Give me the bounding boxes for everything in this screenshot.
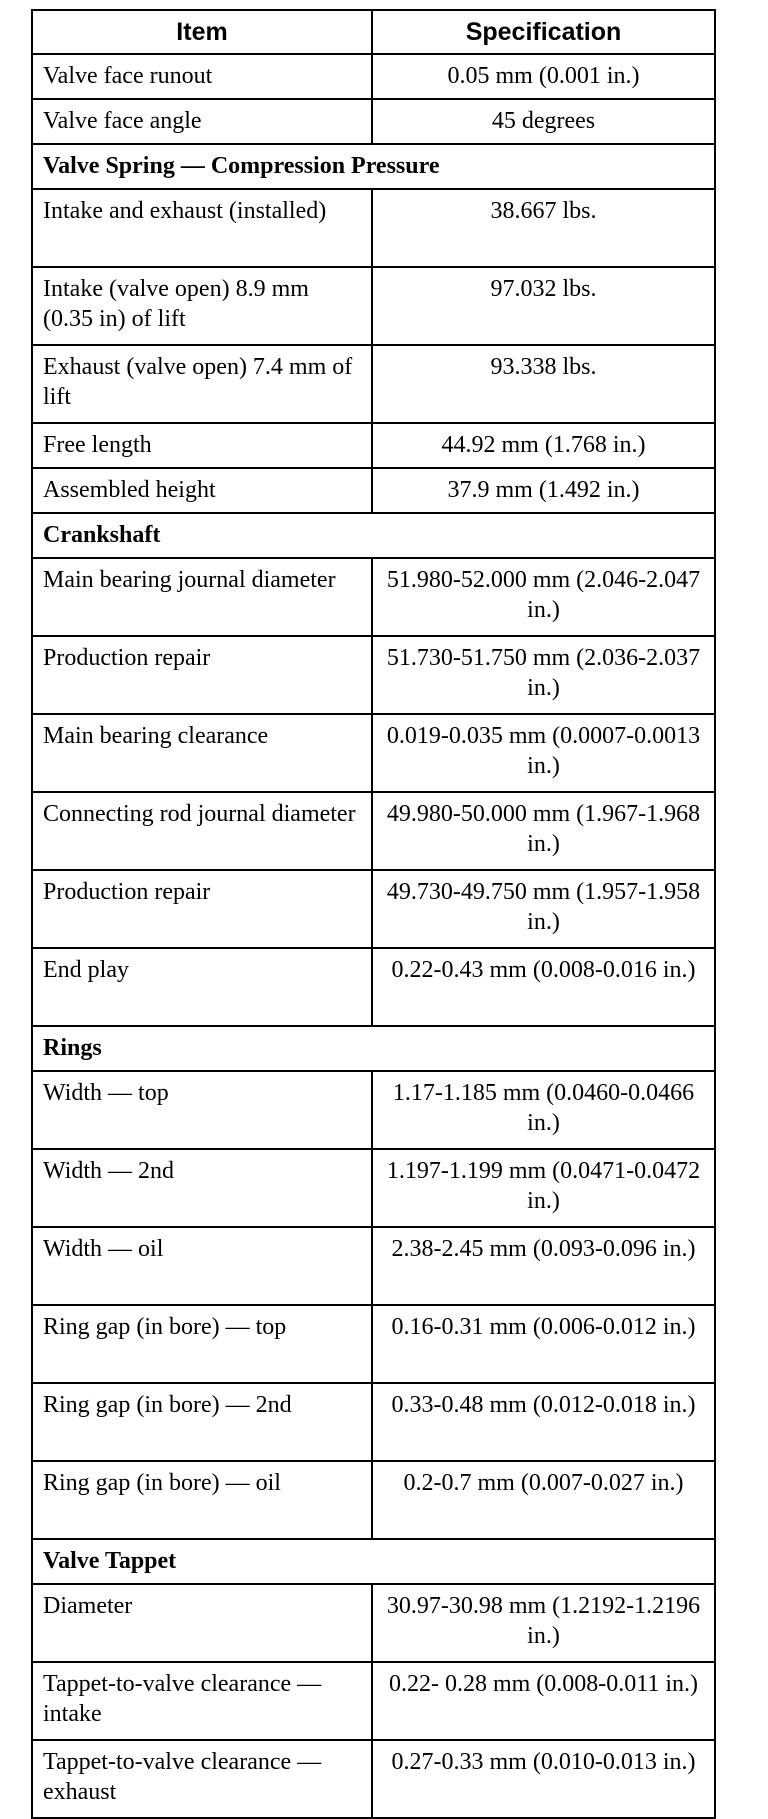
table-row (32, 1740, 715, 1818)
spec-cell: 0.019-0.035 mm (0.0007-0.0013 in.) (372, 714, 715, 792)
spec-cell: 0.22-0.43 mm (0.008-0.016 in.) (372, 948, 715, 1026)
spec-cell: 45 degrees (372, 99, 715, 144)
table-row (32, 345, 715, 423)
table-row (32, 189, 715, 267)
table-row (32, 1227, 715, 1305)
item-column-header: Item (32, 10, 372, 54)
section-heading: Crankshaft (32, 513, 715, 558)
table-row (32, 423, 715, 468)
table-row (32, 714, 715, 792)
section-heading: Valve Spring — Compression Pressure (32, 144, 715, 189)
section-row (32, 144, 715, 189)
item-cell: Width — 2nd (32, 1149, 372, 1227)
spec-cell: 0.33-0.48 mm (0.012-0.018 in.) (372, 1383, 715, 1461)
spec-cell: 2.38-2.45 mm (0.093-0.096 in.) (372, 1227, 715, 1305)
item-cell: Production repair (32, 636, 372, 714)
spec-cell: 0.05 mm (0.001 in.) (372, 54, 715, 99)
table-row (32, 468, 715, 513)
item-cell: Assembled height (32, 468, 372, 513)
spec-cell: 51.980-52.000 mm (2.046-2.047 in.) (372, 558, 715, 636)
item-cell: Connecting rod journal diameter (32, 792, 372, 870)
section-heading: Rings (32, 1026, 715, 1071)
spec-cell: 97.032 lbs. (372, 267, 715, 345)
specification-column-header: Specification (372, 10, 715, 54)
section-row (32, 513, 715, 558)
spec-cell: 30.97-30.98 mm (1.2192-1.2196 in.) (372, 1584, 715, 1662)
item-cell: Width — oil (32, 1227, 372, 1305)
item-cell: Tappet-to-valve clearance — exhaust (32, 1740, 372, 1818)
table-row (32, 1305, 715, 1383)
item-cell: Free length (32, 423, 372, 468)
spec-cell: 0.2-0.7 mm (0.007-0.027 in.) (372, 1461, 715, 1539)
table-body (32, 54, 715, 1818)
header-row (32, 10, 715, 54)
spec-cell: 1.197-1.199 mm (0.0471-0.0472 in.) (372, 1149, 715, 1227)
item-cell: Main bearing clearance (32, 714, 372, 792)
spec-cell: 49.730-49.750 mm (1.957-1.958 in.) (372, 870, 715, 948)
table-row (32, 1461, 715, 1539)
item-cell: Tappet-to-valve clearance — intake (32, 1662, 372, 1740)
specification-table (31, 9, 716, 1819)
table-row (32, 54, 715, 99)
table-header (32, 10, 715, 54)
section-row (32, 1026, 715, 1071)
item-cell: Diameter (32, 1584, 372, 1662)
spec-cell: 37.9 mm (1.492 in.) (372, 468, 715, 513)
item-cell: Production repair (32, 870, 372, 948)
item-cell: Ring gap (in bore) — top (32, 1305, 372, 1383)
item-cell: Width — top (32, 1071, 372, 1149)
table-row (32, 870, 715, 948)
item-cell: Main bearing journal diameter (32, 558, 372, 636)
table-row (32, 1662, 715, 1740)
item-cell: Exhaust (valve open) 7.4 mm of lift (32, 345, 372, 423)
item-cell: Valve face runout (32, 54, 372, 99)
spec-cell: 0.22- 0.28 mm (0.008-0.011 in.) (372, 1662, 715, 1740)
spec-cell: 1.17-1.185 mm (0.0460-0.0466 in.) (372, 1071, 715, 1149)
item-cell: Ring gap (in bore) — 2nd (32, 1383, 372, 1461)
spec-cell: 93.338 lbs. (372, 345, 715, 423)
spec-cell: 0.16-0.31 mm (0.006-0.012 in.) (372, 1305, 715, 1383)
section-row (32, 1539, 715, 1584)
section-heading: Valve Tappet (32, 1539, 715, 1584)
item-cell: Intake (valve open) 8.9 mm (0.35 in) of lift (32, 267, 372, 345)
item-cell: Ring gap (in bore) — oil (32, 1461, 372, 1539)
spec-cell: 51.730-51.750 mm (2.036-2.037 in.) (372, 636, 715, 714)
spec-cell: 44.92 mm (1.768 in.) (372, 423, 715, 468)
item-cell: End play (32, 948, 372, 1026)
table-row (32, 267, 715, 345)
table-row (32, 558, 715, 636)
table-row (32, 99, 715, 144)
table-row (32, 1149, 715, 1227)
table-row (32, 1584, 715, 1662)
table-row (32, 1383, 715, 1461)
item-cell: Valve face angle (32, 99, 372, 144)
spec-cell: 49.980-50.000 mm (1.967-1.968 in.) (372, 792, 715, 870)
item-cell: Intake and exhaust (installed) (32, 189, 372, 267)
table-row (32, 636, 715, 714)
spec-cell: 0.27-0.33 mm (0.010-0.013 in.) (372, 1740, 715, 1818)
table-row (32, 948, 715, 1026)
table-row (32, 1071, 715, 1149)
table-row (32, 792, 715, 870)
spec-cell: 38.667 lbs. (372, 189, 715, 267)
